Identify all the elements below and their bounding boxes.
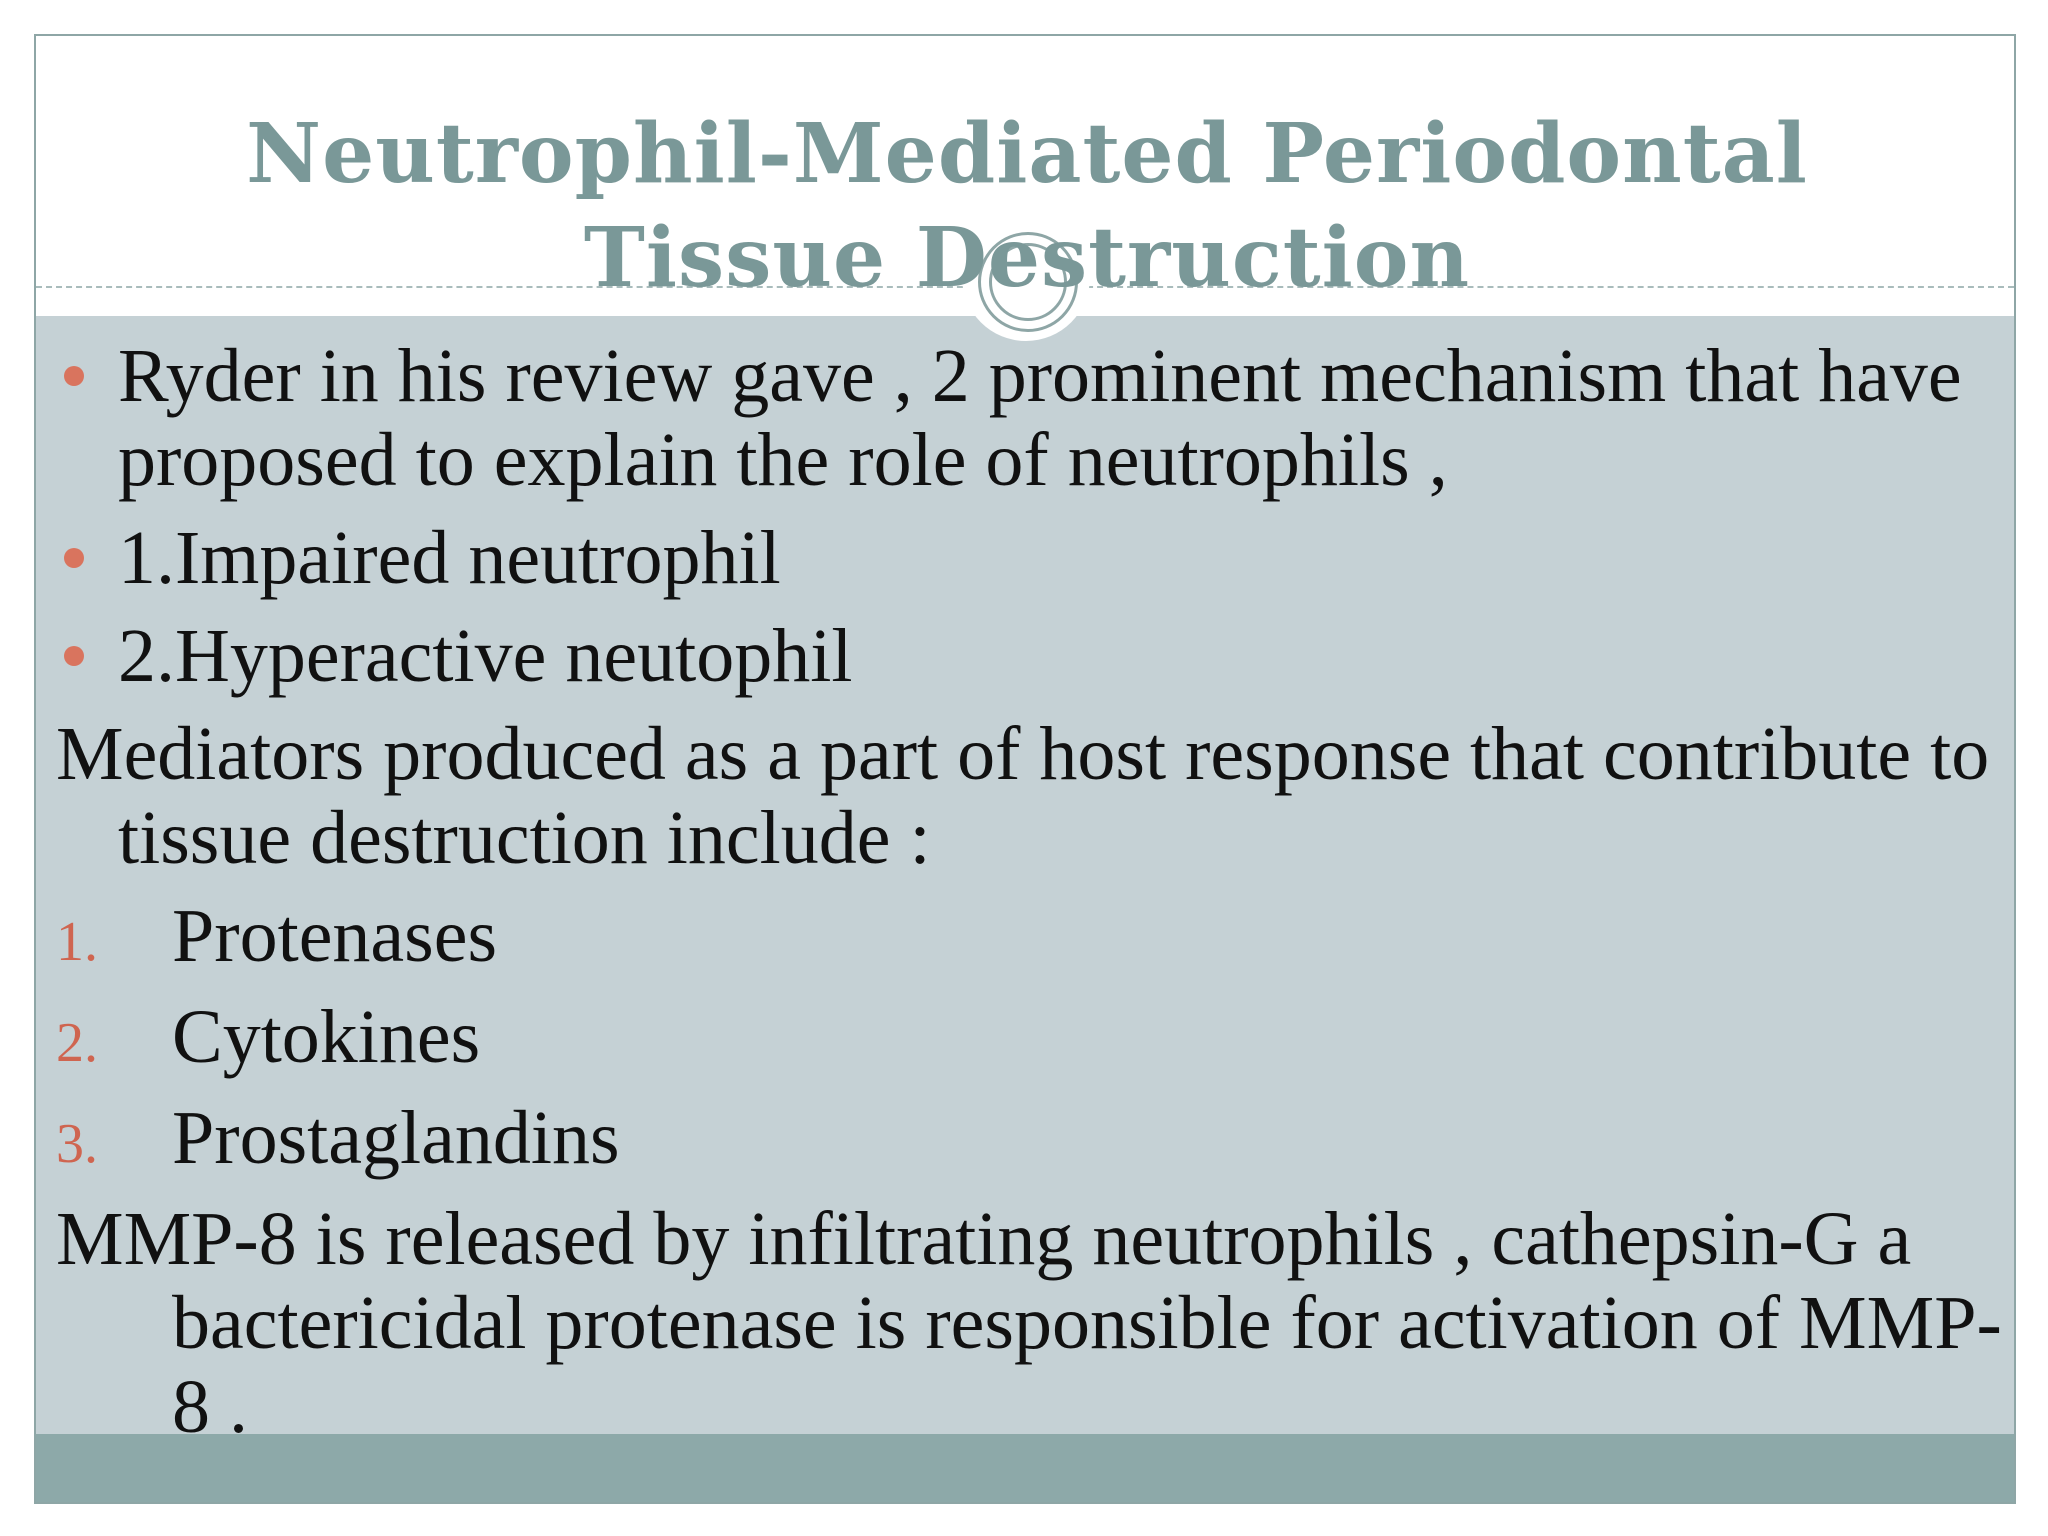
mediator-item bbox=[56, 995, 2006, 1079]
mediator-number: 2. bbox=[56, 1012, 98, 1074]
mediator-label: Protenases bbox=[172, 894, 498, 978]
mediator-item bbox=[56, 894, 2006, 978]
bullet-dot-icon bbox=[64, 548, 84, 568]
mediator-label: Cytokines bbox=[172, 995, 481, 1079]
mediator-label: Prostaglandins bbox=[172, 1096, 620, 1180]
slide-content bbox=[56, 334, 2006, 1463]
mediator-number: 3. bbox=[56, 1113, 98, 1175]
bullet-text: Ryder in his review gave , 2 prominent mechanism that have proposed to explain the role of neutrophils , bbox=[118, 334, 1962, 502]
bullet-dot-icon bbox=[64, 366, 84, 386]
bullet-text: 1.Impaired neutrophil bbox=[118, 516, 781, 600]
slide-title: Neutrophil-Mediated Periodontal Tissue Destruction bbox=[246, 106, 1808, 306]
bullet-dot-icon bbox=[64, 646, 84, 666]
slide-frame bbox=[34, 34, 2016, 1504]
mediator-item bbox=[56, 1096, 2006, 1180]
bullet-item bbox=[56, 334, 2006, 502]
closing-paragraph: MMP-8 is released by infiltrating neutrophils , cathepsin-G a bactericidal protenase is responsible for activation of MMP-8 . bbox=[56, 1197, 2002, 1449]
mediators-intro: Mediators produced as a part of host response that contribute to tissue destruction include : bbox=[56, 712, 1990, 880]
bullet-text: 2.Hyperactive neutophil bbox=[118, 614, 853, 698]
bullet-item bbox=[56, 614, 2006, 698]
mediator-number: 1. bbox=[56, 911, 98, 973]
bullet-item bbox=[56, 516, 2006, 600]
